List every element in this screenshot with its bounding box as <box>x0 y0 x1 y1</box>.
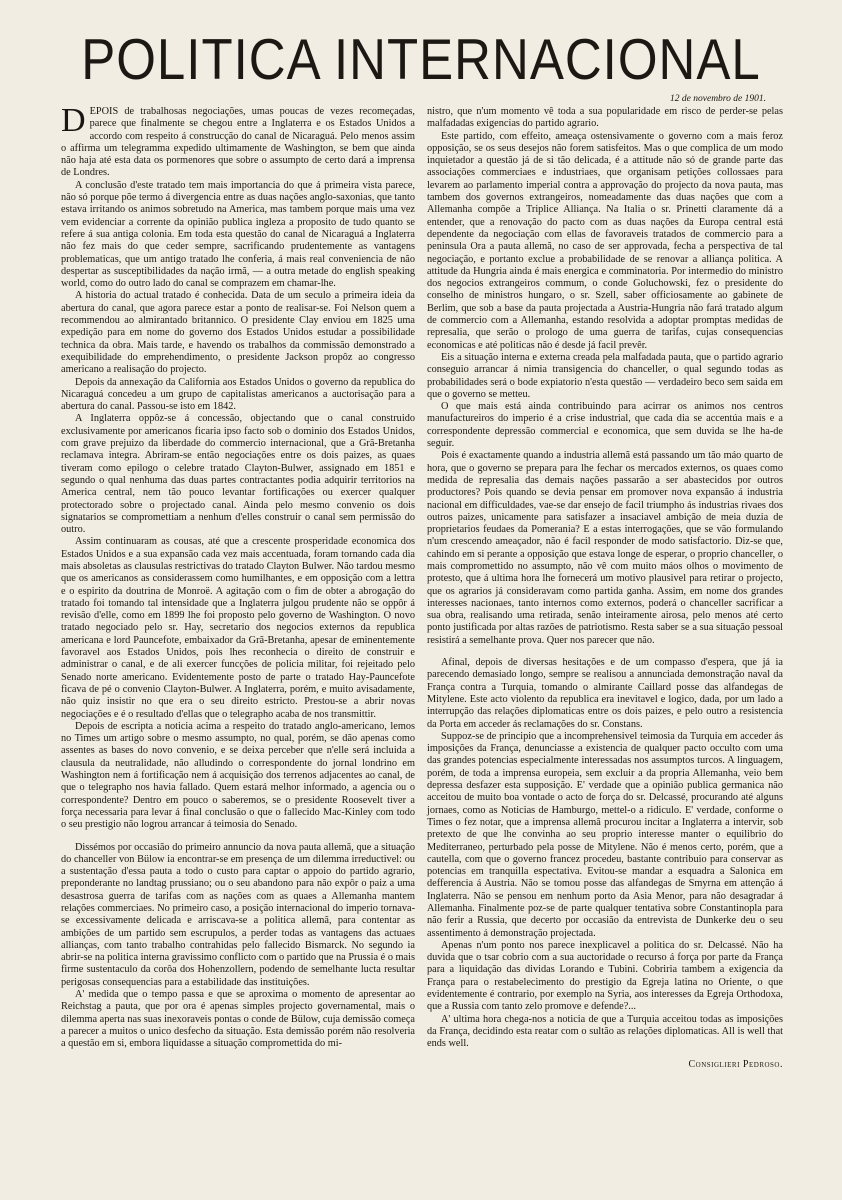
paragraph: Depois de escripta a noticia acima a respeito do tratado anglo-americano, lemos no Times um artigo sobre o mesmo assumpto, no qual, porém, se dão apenas como assentes as bases do novo convenio, e se deixa perceber que n'elle será incluida a clausula da neutralidade, não alludindo o correspondente do jornal londrino em Washington nem á fortificação nem á acquisição dos terrenos adjacentes ao canal, de que o telegrapho nos havia fallado. Quem estará melhor informado, a agencia ou o correspondente? Dentro em pouco o saberemos, se o presidente Roosevelt tiver a força necessaria para levar á final conclusão o que o fallecido Mac-Kinley com todo o seu prestigio não logrou arrancar á teimosia do Senado. <box>61 720 415 831</box>
paragraph: nistro, que n'um momento vê toda a sua popularidade em risco de perder-se pelas malfadadas exigencias do partido agrario. <box>427 106 783 130</box>
paragraph: Eis a situação interna e externa creada pela malfadada pauta, que o partido agrario conseguio arrancar á nimia transigencia do chanceller, o qual segundo todas as probabilidades será o bode expiatorio n'esta questão — verdadeiro beco sem saida em que o governo se metteu. <box>427 351 783 400</box>
drop-cap: D <box>61 102 86 139</box>
paragraph-text: EPOIS de trabalhosas negociações, umas poucas de vezes recomeçadas, parece que finalmente se chegou entre a Inglaterra e os Estados Unidos a accordo com respeito á construcção do canal de Nicaraguá. Pelo menos assim o affirma um telegramma expedido ultimamente de Washington, se bem que ainda não haja até esta data os pormenores que sobre o assumpto de certo dará a imprensa de Londres. <box>61 106 415 179</box>
paragraph: Depois da annexação da California aos Estados Unidos o governo da republica do Nicaraguá concedeu a um grupo de capitalistas americanos a auctorisação para a abertura do canal. Passou-se isto em 1842. <box>61 376 415 413</box>
paragraph: Assim continuaram as cousas, até que a crescente prosperidade economica dos Estados Unidos e a sua expansão cada vez mais accentuada, foram tornando cada dia mais absoletas as clausulas restrictivas do tratado Clayton Bulwer. Não tardou mesmo que os americanos as considerassem como humilhantes, e em opposição com a lettra e o espirito da doutrina de Monroë. A agitação com o fim de obter a abrogação do tratado foi tomando tal intensidade que a Inglaterra julgou prudente não se oppôr á revisão d'elle, como em 1899 lhe foi proposto pelo governo de Washington. O novo tratado negociado pelo sr. Hay, secretario dos negocios externos da republica americana e lord Pauncefote, embaixador da Grã-Bretanha, apesar de eminentemente favoravel aos Estados Unidos, pois lhes reconhecia o direito de construir e administrar o canal, e de ali exercer funcções de policia militar, foi rejeitado pelo Senado norte americano. Evidentemente posto de parte o tratado Hay-Pauncefote ficava de pé o convenio Clayton-Bulwer. A Inglaterra, porém, e muito avisadamente, não quiz insistir no que era o seu direito estricto. Prestou-se a abrir novas negociações e é o resultado d'ellas que o telegrapho acaba de nos transmittir. <box>61 536 416 720</box>
paragraph: A' medida que o tempo passa e que se aproxima o momento de apresentar ao Reichstag a pauta, que por ora é apenas simples projecto governamental, mais o dilemma aperta nas suas inexoraveis pontas o conde de Bülow, cuja demissão começa a parecer a muitos o unico desfecho da situação. Esta demissão porém não resolveria a questão em si, embora liquidasse a situação compromettida do mi- <box>61 989 415 1050</box>
paragraph: Afinal, depois de diversas hesitações e de um compasso d'espera, que já ia parecendo demasiado longo, sempre se realisou a annunciada demonstração naval da França contra a Turquia, tomando o almirante Caillard posse das alfandegas de Mitylene. Este acto violento da republica era inevitavel e logico, dada, por um lado a interrupção das relações diplomaticas entre os dois paizes, e pelo outro a resistencia da Porta em acceder ás reclamações do sr. Constans. <box>427 657 783 730</box>
paragraph: Este partido, com effeito, ameaça ostensivamente o governo com a mais feroz opposição, se os seus desejos não forem satisfeitos. Mas o que complica de um modo inquietador a questão já de si tão delicada, é a attitude não só de grande parte das associações commerciaes e industriaes, que organisam petições collossaes para levarem ao parlamento imperial contra a approvação do projecto da nova pauta, mas tambem dos governos extrangeiros, nomeadamente das duas nações que com a Allemanha compõe a Triplice Alliança. Na Italia o sr. Prinetti claramente dá a entender, que a renovação do pacto com as duas nações da Europa central está dependente da negociação com ellas de favoraveis tratados de commercio para a peninsula Ora a pauta allemã, no caso de ser approvada, fecha a perspectiva de tal negociação, e portanto exclue a probabilidade de se renovar a alliança politica. A attitude da Hungria ainda é mais energica e comminatoria. Por intermedio do ministro dos negocios extrangeiros commum, o conde Goluchowski, fez o presidente do conselho de ministros hungaro, o sr. Szell, saber officiosamente ao gabinete de Berlim, que sob a base da pauta projectada a Austria-Hungria não fará tratado algum de commercio com a Allemanha, estando resolvida a adoptar promptas medidas de represalia, que serão o prologo de uma guerra de tarifas, cujas consequencias economicas e até politicas não é desde já facil prevêr. <box>427 130 783 351</box>
paragraph: Suppoz-se de principio que a incomprehensivel teimosia da Turquia em acceder ás imposições da França, denunciasse a existencia de qualquer pacto occulto com uma das grandes potencias especialmente interessadas nos assumptos turcos. A linguagem, porém, de toda a imprensa europeia, sem excluir a da propria Allemanha, veio bem depressa desfazer esta supposição. E' verdade que a opinião publica germanica não acceitou de muito boa vontade o acto de força do sr. Delcassé, procurando até alguns jornaes, como as Noticias de Hamburgo, mettel-o a ridiculo. E' verdade, conforme o Times o fez notar, que a imprensa allemã procurou incitar a Inglaterra a intervir, sob pretexto de que lhe convinha ao seu proprio interesse manter o equilibrio do Mediterraneo, perturbado pela posse de Mitylene. Não é menos certo, porém, que a cautella, com que o governo francez procedeu, bastante contribuio para conservar as potencias em tranquilla espectativa. Evitou-se mandar a esquadra a Salonica em defferencia á Austria. Não se tomou posse das alfandegas de Smyrna em attenção á Inglaterra. Não se pensou em nenhum porto da Asia Menor, para não desagradar á Allemanha. Finalmente poz-se de parte qualquer tentativa sobre Constantinopla para não ferir a Russia, que decerto por occasião da entrevista de Dunkerke deu o seu assentimento á demonstração projectada. <box>427 730 783 939</box>
author-signature: Consiglieri Pedroso. <box>688 1058 783 1070</box>
paragraph: Pois é exactamente quando a industria allemã está passando um tão máo quarto de hora, que o governo se prepara para lhe fechar os mercados externos, os quaes como medida de represalia das demais nações passarão a ser abastecidos por outros productores? Pois quando se devia pensar em promover nova expansão á industria nacional em difficuldades, vae-se dar ensejo de facil triumpho ás industrias rivaes dos outros paizes, unicamente para satisfazer a insaciavel ambição de meia duzia de proprietarios feudaes da Pomerania? E a estas interrogações, que se vão formulando n'um crescendo ameaçador, não é facil responder de modo satisfactorio. Diz-se que, cahindo em si perante a opposição que estava longe de esperar, o proprio chanceller, o mais compromettido no assumpto, não vê com muito máos olhos o movimento de protesto, que á ultima hora lhe fornecerá um motivo plausivel para retirar o projecto, que os agrarios já consideravam como partida ganha. Assim, em nome dos grandes interesses nacionaes, tanto internos como externos, poderá o chanceller sacrificar a sua obra, realisando uma retirada, senão inteiramente airosa, pelo menos até certo ponto justificada por altas razões de patriotismo. Resta saber se a sua situação pessoal resistirá a semelhante prova. Quer nos parecer que não. <box>427 450 783 646</box>
paragraph: A Inglaterra oppôz-se á concessão, objectando que o canal construido exclusivamente por americanos ficaria ipso facto sob o dominio dos Estados Unidos, com grave prejuizo da liberdade do commercio internacional, que a Grã-Bretanha reclamava integra. Abriram-se então negociações entre os dois paizes, as quaes tiveram como epilogo o celebre tratado Clayton-Bulwer, assignado em 1851 e segundo o qual nenhuma das duas partes contractantes podia adquirir territorios na America central, nem tão pouco levantar fortificações ou exercer qualquer protectorado sobre o projectado canal. Ainda pelo mesmo convenio os dois signatarios se compromettiam a nenhum d'elles construir o canal sem permissão do outro. <box>61 413 415 536</box>
left-column <box>61 102 416 1051</box>
paragraph <box>61 102 415 180</box>
paragraph: A conclusão d'este tratado tem mais importancia do que á primeira vista parece, não só porque põe termo á divergencia entre as duas nações anglo-saxonias, que tanto estava irritando os animos sobretudo na America, mas tambem porque mais uma vez vem evidenciar a corrente da opinião publica ingleza a proposito de tudo quanto se refere á sua antiga colonia. Em toda esta questão do canal de Nicaraguá a Inglaterra não fez mais do que ceder sempre, sacrificando prudentemente as vantagens problematicas, que um antigo tratado lhe conferia, á mais real conveniencia de não despertar as susceptibilidades da nação irmã, — a outra metade do english speaking world, como do outro lado do canal se comprazem em chamar-lhe. <box>61 179 415 290</box>
right-column <box>427 106 783 1071</box>
paragraph: A historia do actual tratado é conhecida. Data de um seculo a primeira ideia da abertura do canal, que agora parece estar a ponto de realisar-se. Foi Nelson quem a recommendou ao almirantado britannico. O presidente Clay enviou em 1825 uma expedição para em nome do governo dos Estados Unidos estudar a possibilidade technica da obra. Mais tarde, e havendo os trabalhos da commissão demonstrado a exequibilidade do emprehendimento, o presidente Jackson propôz ao congresso americano a realisação do projecto. <box>61 290 415 376</box>
paragraph: A' ultima hora chega-nos a noticia de que a Turquia acceitou todas as imposições da França, decidindo esta reatar com o sultão as relações diplomaticas. All is well that ends well. <box>427 1013 783 1050</box>
paragraph: O que mais está ainda contribuindo para acirrar os animos nos centros manufactureiros do imperio é a crise industrial, que cada dia se accentúa mais e a correspondente depressão commercial e economica, que sem duvida se lhe ha-de seguir. <box>427 401 783 450</box>
article-date: 12 de novembro de 1901. <box>670 94 766 104</box>
paragraph: Dissémos por occasião do primeiro annuncio da nova pauta allemã, que a situação do chanceller von Bülow ia encontrar-se em presença de um dilemma irreductivel: ou a sustentação d'essa pauta a todo o custo para captar o appoio do partido agrario, preponderante no landtag prussiano; ou o seu abandono para não expôr o paiz a uma desastrosa guerra de tarifas com as nações com as quaes a Allemanha mantem relações commerciaes. No primeiro caso, a posição internacional do imperio tornava-se excessivamente delicada e arriscava-se a politica allemã, para contentar as ambições de um partido sem escrupulos, a perder todas as vantagens das actuaes allianças, com tanto trabalho contrahidas pelo fallecido Bismarck. No segundo ia abrir-se na politica interna gravissimo conflicto com o partido que na Prussia é o mais firme sustentaculo da corôa dos Hohenzollern, podendo de semelhante lucta resultar perigosas consequencias para a estabilidade das instituições. <box>61 841 415 988</box>
page-title: POLITICA INTERNACIONAL <box>81 27 761 92</box>
paragraph: Apenas n'um ponto nos parece inexplicavel a politica do sr. Delcassé. Não ha duvida que o tsar cobrio com a sua auctoridade o recurso á força por parte da França para a liquidação das dividas Lorando e Tubini. Cobriria tambem a exigencia da França para o restabelecimento do prestigio da Egreja latina no Oriente, o que evidentemente é contrario, por exemplo na Syria, aos interesses da Egreja Orthodoxa, que a Russia com tanto zelo promove e defende?... <box>427 939 783 1013</box>
